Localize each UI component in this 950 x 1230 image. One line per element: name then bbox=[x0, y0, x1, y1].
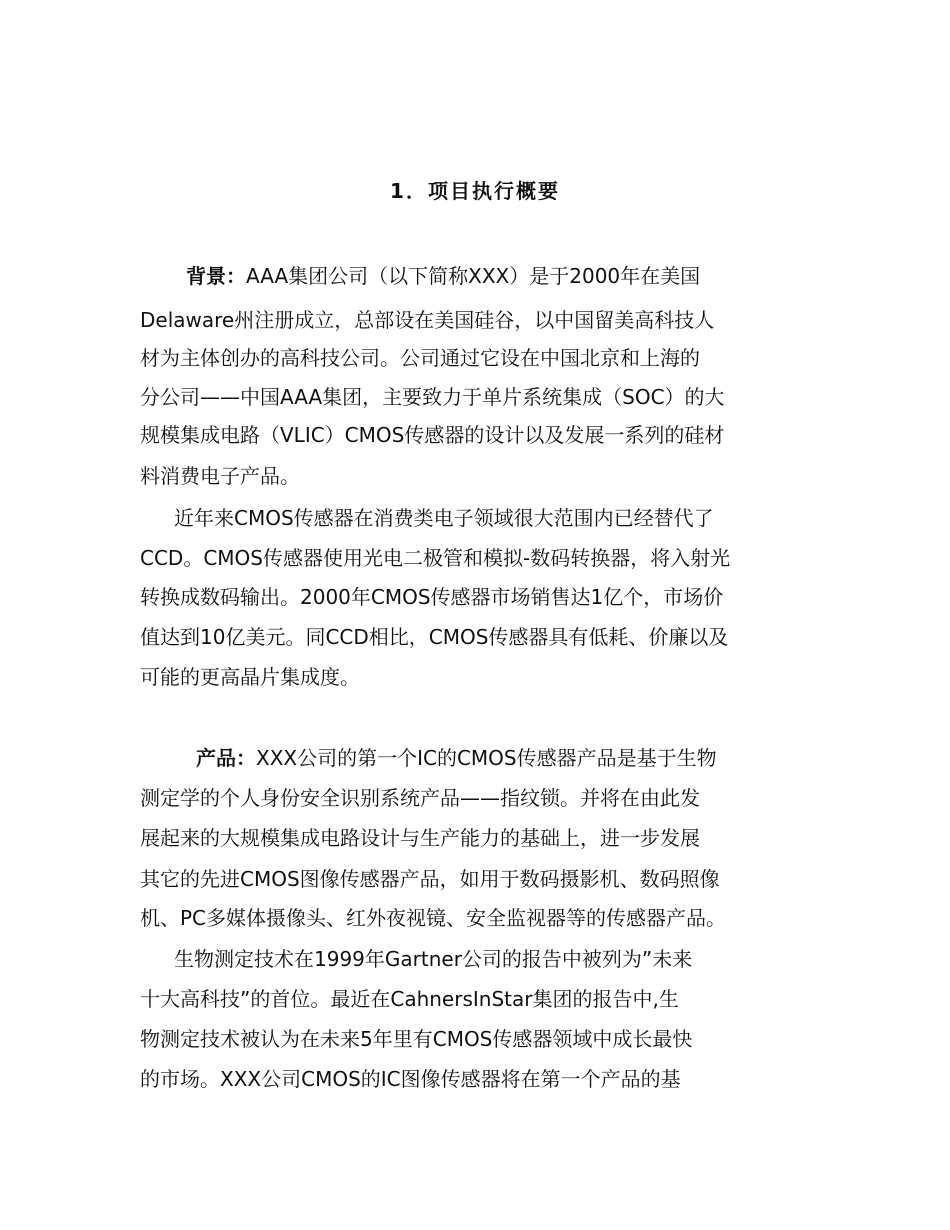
product-label: 产品： bbox=[196, 746, 256, 770]
background-line-1 bbox=[186, 259, 700, 293]
section-title: 1．项目执行概要 bbox=[390, 179, 560, 203]
biometric-line-1: 生物测定技术在1999年Gartner公司的报告中被列为”未来 bbox=[174, 947, 693, 971]
cmos-line-5: 可能的更高晶片集成度。 bbox=[140, 665, 360, 689]
cmos-line-4: 值达到10亿美元。同CCD相比，CMOS传感器具有低耗、价廉以及 bbox=[140, 625, 729, 649]
cmos-line-3: 转换成数码输出。2000年CMOS传感器市场销售达1亿个，市场价 bbox=[140, 585, 724, 609]
background-line-6: 料消费电子产品。 bbox=[140, 464, 300, 488]
product-line-5: 机、PC多媒体摄像头、红外夜视镜、安全监视器等的传感器产品。 bbox=[140, 906, 727, 930]
biometric-line-3: 物测定技术被认为在未来5年里有CMOS传感器领域中成长最快 bbox=[140, 1027, 693, 1051]
background-line-5: 规模集成电路（VLIC）CMOS传感器的设计以及发展一系列的硅材 bbox=[140, 423, 725, 447]
cmos-line-1: 近年来CMOS传感器在消费类电子领域很大范围内已经替代了 bbox=[174, 506, 714, 530]
biometric-line-2: 十大高科技”的首位。最近在CahnersInStar集团的报告中,生 bbox=[140, 987, 679, 1011]
background-label: 背景： bbox=[186, 264, 246, 288]
cmos-line-2: CCD。CMOS传感器使用光电二极管和模拟-数码转换器，将入射光 bbox=[140, 546, 731, 570]
background-line-2: Delaware州注册成立，总部设在美国硅谷，以中国留美高科技人 bbox=[140, 308, 715, 332]
product-line-4: 其它的先进CMOS图像传感器产品，如用于数码摄影机、数码照像 bbox=[140, 867, 720, 891]
background-text-1: AAA集团公司（以下简称XXX）是于2000年在美国 bbox=[246, 264, 701, 288]
background-line-3: 材为主体创办的高科技公司。公司通过它设在中国北京和上海的 bbox=[140, 346, 700, 370]
product-text-1: XXX公司的第一个IC的CMOS传感器产品是基于生物 bbox=[256, 746, 717, 770]
product-line-1 bbox=[196, 741, 717, 775]
product-line-3: 展起来的大规模集成电路设计与生产能力的基础上，进一步发展 bbox=[140, 826, 700, 850]
product-line-2: 测定学的个人身份安全识别系统产品——指纹锁。并将在由此发 bbox=[140, 786, 700, 810]
biometric-line-4: 的市场。XXX公司CMOS的IC图像传感器将在第一个产品的基 bbox=[140, 1067, 681, 1091]
background-line-4: 分公司——中国AAA集团，主要致力于单片系统集成（SOC）的大 bbox=[140, 385, 725, 409]
